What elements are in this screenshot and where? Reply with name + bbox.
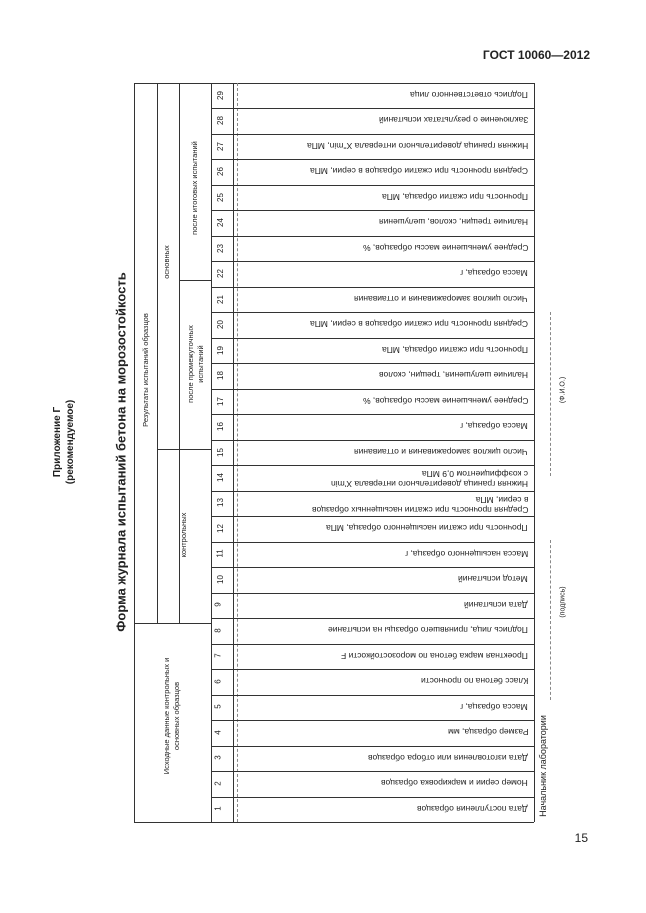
group-separator-control: [157, 449, 211, 450]
group-initial-data: Исходные данные контрольных и основных образцов: [162, 657, 181, 775]
row-separator: [211, 567, 534, 568]
row-number: 10: [215, 574, 225, 584]
row-number: 21: [215, 294, 225, 304]
row-text-line: Наличие трещин, сколов, шелушения: [378, 217, 528, 228]
row-separator: [211, 797, 534, 798]
row-text: [421, 676, 528, 686]
row-text-line: Среднее уменьшение массы образцов, %: [362, 395, 528, 406]
row-text: [310, 166, 528, 176]
row-separator: [211, 491, 534, 492]
row-number: 29: [215, 90, 225, 100]
row-number: 28: [215, 116, 225, 126]
table-left-border: [134, 83, 135, 822]
row-text: [331, 469, 528, 489]
row-text: [328, 625, 528, 635]
row-separator: [211, 746, 534, 747]
row-text: [368, 753, 528, 763]
signature-label: Начальник лаборатории: [538, 715, 548, 817]
row-text-line: Число циклов замораживания и оттаивания: [354, 446, 528, 457]
page-title: Форма журнала испытаний бетона на морозостойкость: [113, 272, 129, 632]
row-number: 3: [213, 755, 223, 761]
row-text-line: Дата изготовления или отбора образцов: [368, 752, 528, 763]
row-number: 22: [215, 269, 225, 279]
page-number: 15: [574, 831, 588, 845]
row-number: 7: [213, 653, 223, 659]
row-text-line: Средняя прочность при сжатии образцов в серии, МПа: [310, 166, 528, 177]
row-separator: [211, 695, 534, 696]
row-number: 24: [215, 218, 225, 228]
row-text-line: Наличие шелушения, трещин, сколов: [378, 370, 528, 381]
row-separator: [211, 389, 534, 390]
row-number: 9: [213, 602, 223, 608]
row-separator: [211, 720, 534, 721]
row-text: [410, 90, 528, 100]
row-text: [363, 243, 529, 253]
appendix-label: [51, 400, 77, 484]
row-separator: [211, 771, 534, 772]
results-band-line: [157, 83, 158, 623]
row-text-line: Нижняя граница доверительного интервала X'min: [330, 479, 528, 490]
row-text: [405, 549, 528, 559]
row-separator: [211, 134, 534, 135]
row-separator: [211, 440, 534, 441]
row-text-line: Размер образца, мм: [447, 727, 528, 738]
row-number: 26: [215, 167, 225, 177]
table-bottom-border: [134, 822, 534, 823]
row-text-line: Масса образца, г: [460, 268, 528, 279]
row-separator: [211, 669, 534, 670]
row-text-line: Подпись лица, принявшего образцы на испытание: [328, 625, 528, 636]
row-number: 8: [213, 628, 223, 633]
row-text: [458, 574, 528, 584]
row-text-line: Прочность при сжатии насыщенного образца, МПа: [326, 523, 528, 534]
row-number: 14: [215, 473, 225, 482]
row-number: 6: [213, 679, 223, 684]
row-text-line: Номер серии и маркировка образцов: [381, 778, 528, 789]
row-number: 18: [215, 371, 225, 380]
row-separator: [211, 644, 534, 645]
row-text: [354, 447, 528, 457]
row-separator: [211, 363, 534, 364]
num-column-right: [233, 83, 234, 822]
row-separator: [211, 338, 534, 339]
group-main: основных: [162, 245, 171, 279]
row-text: [460, 421, 528, 431]
row-separator: [211, 108, 534, 109]
row-text-line: Число циклов замораживания и оттаивания: [354, 293, 528, 304]
row-number: 16: [215, 422, 225, 431]
row-number: 17: [215, 396, 225, 406]
row-separator: [211, 159, 534, 160]
row-text-line: Заключение о результатах испытаний: [378, 115, 528, 126]
row-number: 11: [215, 549, 225, 559]
row-text: [363, 396, 529, 406]
row-separator: [211, 185, 534, 186]
name-caption: (Ф.И.О.): [559, 376, 567, 404]
row-text-line: Средняя прочность при сжатии насыщенных образцов: [311, 504, 528, 515]
row-text-line: Прочность при сжатии образца, МПа: [381, 191, 528, 202]
row-number: 23: [215, 243, 225, 253]
row-text-line: Дата поступления образцов: [417, 803, 528, 814]
table-top-border: [134, 83, 534, 84]
row-separator: [211, 516, 534, 517]
row-text-line: Среднее уменьшение массы образцов, %: [362, 242, 528, 253]
row-number: 4: [213, 730, 223, 735]
row-number: 2: [213, 781, 223, 786]
row-number: 19: [215, 345, 225, 355]
table-right-border: [534, 83, 535, 822]
row-separator: [211, 261, 534, 262]
row-text: [354, 294, 528, 304]
row-text-line: Метод испытаний: [458, 574, 528, 585]
row-text: [464, 600, 528, 610]
row-number: 13: [215, 498, 225, 508]
row-number: 27: [215, 141, 225, 151]
row-text-line: Подпись ответственного лица: [410, 90, 528, 100]
row-separator: [211, 465, 534, 466]
row-separator: [211, 414, 534, 415]
row-text: [379, 370, 528, 380]
group-separator-initial: [134, 623, 211, 624]
row-separator: [211, 618, 534, 619]
row-text: [310, 319, 528, 329]
row-text-line: Средняя прочность при сжатии образцов в серии, МПа: [310, 319, 528, 330]
row-text: [460, 268, 528, 278]
row-text: [379, 115, 528, 125]
row-separator: [211, 593, 534, 594]
row-text: [382, 345, 528, 355]
row-text: [326, 523, 528, 533]
row-separator: [211, 542, 534, 543]
row-number: 20: [215, 320, 225, 330]
name-line: [550, 312, 551, 476]
row-text: [382, 192, 528, 202]
double-rule: [237, 83, 238, 822]
row-text: [307, 141, 528, 151]
appendix-line2: (рекомендуемое): [65, 399, 76, 485]
row-separator: [211, 210, 534, 211]
row-text-line: в серии, МПа: [475, 494, 528, 505]
subgroup-band-line: [179, 83, 180, 449]
row-separator: [211, 236, 534, 237]
row-text: [448, 727, 528, 737]
row-text-line: Прочность при сжатии образца, МПа: [381, 344, 528, 355]
group-final: после итоговых испытаний: [190, 141, 199, 235]
row-text-line: с коэффициентом 0,9 МПа: [421, 469, 528, 480]
signature-line: [550, 540, 551, 700]
row-text-line: Проектная марка бетона по морозостойкости F: [341, 650, 528, 661]
group-intermediate: после промежуточных испытаний: [186, 325, 205, 403]
group-control: контрольных: [179, 512, 188, 558]
row-number: 15: [215, 447, 225, 457]
row-separator: [211, 287, 534, 288]
row-text: [381, 778, 528, 788]
document-header: ГОСТ 10060—2012: [482, 48, 590, 62]
row-text: [312, 495, 528, 515]
row-text-line: Дата испытаний: [464, 599, 528, 610]
row-text-line: Масса насыщенного образца, г: [404, 548, 528, 559]
row-text-line: Нижняя граница доверительного интервала X''min, МПа: [306, 140, 528, 151]
num-column-left: [211, 83, 212, 822]
signature-caption: (подпись): [559, 586, 567, 618]
appendix-line1: Приложение Г: [52, 406, 63, 478]
group-results: Результаты испытаний образцов: [141, 313, 150, 427]
row-number: 5: [213, 704, 223, 710]
row-text: [341, 651, 528, 661]
row-text: [417, 804, 528, 814]
row-text-line: Масса образца, г: [460, 421, 528, 432]
group-separator-intermediate: [179, 280, 211, 281]
row-number: 25: [215, 192, 225, 202]
row-number: 12: [215, 523, 225, 533]
row-separator: [211, 312, 534, 313]
row-text: [379, 217, 528, 227]
row-text-line: Масса образца, г: [460, 701, 528, 712]
row-number: 1: [213, 806, 223, 811]
row-text-line: Класс бетона по прочности: [420, 676, 528, 687]
row-text: [460, 702, 528, 712]
